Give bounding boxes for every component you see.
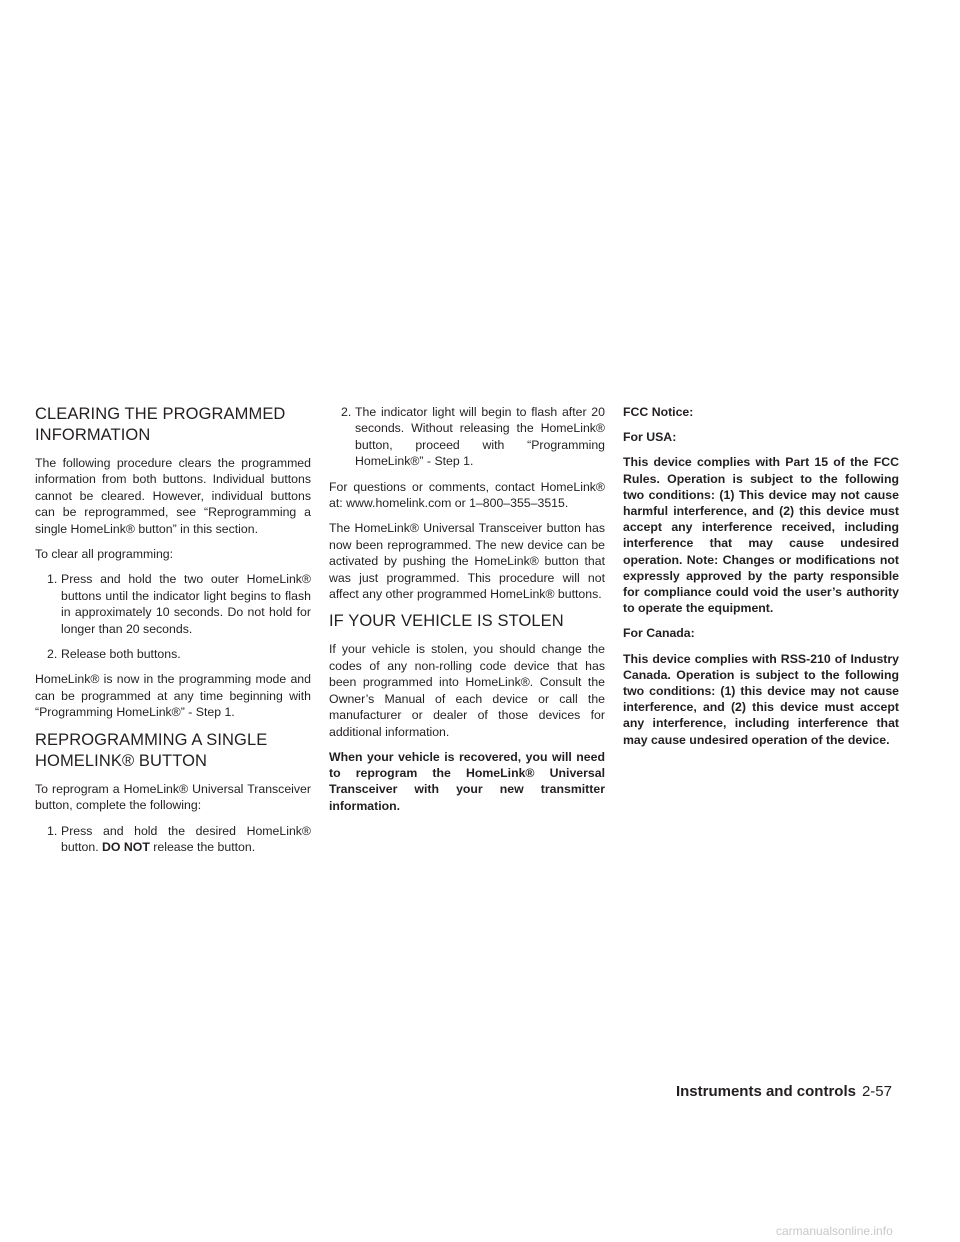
paragraph: The HomeLink® Universal Transceiver button has now been reprogrammed. The new device can be activated by pushing the HomeLink® button that was just programmed. This procedure will not affect any other programmed HomeLink® buttons.	[329, 521, 605, 602]
section-title: Instruments and controls	[675, 1083, 856, 1100]
usa-compliance-text: This device complies with Part 15 of the FCC Rules. Operation is subject to the following two conditions: (1) This device may not cause harmful interference, and (2) this device must accept any interference received, including interference that may cause undesired operation. Note: Changes or modifications not expressly approved by the party responsible for compliance could void the user’s authority to operate the equipment.	[623, 455, 899, 616]
column-right	[623, 404, 899, 757]
heading-vehicle-stolen: IF YOUR VEHICLE IS STOLEN	[329, 612, 564, 631]
heading-clearing-programmed-information: CLEARING THE PROGRAMMED INFORMATION	[35, 405, 286, 444]
column-middle	[329, 404, 605, 823]
page-footer	[676, 1083, 892, 1101]
step-number: 1.	[47, 572, 58, 587]
fcc-notice-heading: FCC Notice:	[623, 405, 694, 419]
paragraph: For questions or comments, contact HomeLink® at: www.homelink.com or 1–800–355–3515.	[329, 479, 605, 511]
step-text: Press and hold the desired HomeLink® button.	[61, 823, 311, 854]
step-text: The indicator light will begin to flash after 20 seconds. Without releasing the HomeLink® button, proceed with “Programming HomeLink®” - Step 1.	[355, 405, 605, 469]
paragraph: The following procedure clears the programmed information from both buttons. Individual buttons cannot be cleared. However, individual buttons can be reprogrammed, see “Reprogramming a single HomeLink® button” in this section.	[35, 456, 311, 536]
step-number: 2.	[47, 647, 58, 662]
list-item	[329, 404, 605, 470]
paragraph-bold: When your vehicle is recovered, you will need to reprogram the HomeLink® Universal Transceiver with your new transmitter information.	[329, 749, 605, 813]
step-number: 2.	[341, 405, 352, 419]
paragraph: HomeLink® is now in the programming mode and can be programmed at any time beginning with “Programming HomeLink®” - Step 1.	[35, 672, 311, 720]
list-item	[35, 823, 311, 856]
usa-heading: For USA:	[623, 430, 677, 445]
step-text-emphasis: DO NOT	[102, 839, 150, 854]
list-item	[35, 646, 311, 662]
step-text: Press and hold the two outer HomeLink® buttons until the indicator light begins to flash in approximately 10 seconds. Do not hold for longer than 20 seconds.	[61, 572, 311, 636]
step-text: Release both buttons.	[61, 647, 181, 662]
canada-heading: For Canada:	[623, 626, 695, 641]
step-text: release the button.	[153, 839, 256, 854]
watermark: carmanualsonline.info	[776, 1224, 893, 1238]
list-item	[35, 571, 311, 637]
page-number: 2-57	[861, 1083, 892, 1100]
canada-compliance-text: This device complies with RSS-210 of Industry Canada. Operation is subject to the following two conditions: (1) this device may not cause interference, and (2) this device must accept any interference, including interference that may cause undesired operation of the device.	[623, 651, 899, 747]
paragraph: If your vehicle is stolen, you should change the codes of any non-rolling code device that has been programmed into HomeLink®. Consult the Owner’s Manual of each device or call the manufacturer or dealer of those devices for additional information.	[329, 642, 605, 739]
step-number: 1.	[47, 823, 58, 838]
paragraph: To clear all programming:	[35, 547, 174, 562]
column-left	[35, 404, 311, 864]
paragraph: To reprogram a HomeLink® Universal Transceiver button, complete the following:	[35, 781, 311, 813]
heading-reprogramming-single-button: REPROGRAMMING A SINGLE HOMELINK® BUTTON	[35, 730, 268, 770]
